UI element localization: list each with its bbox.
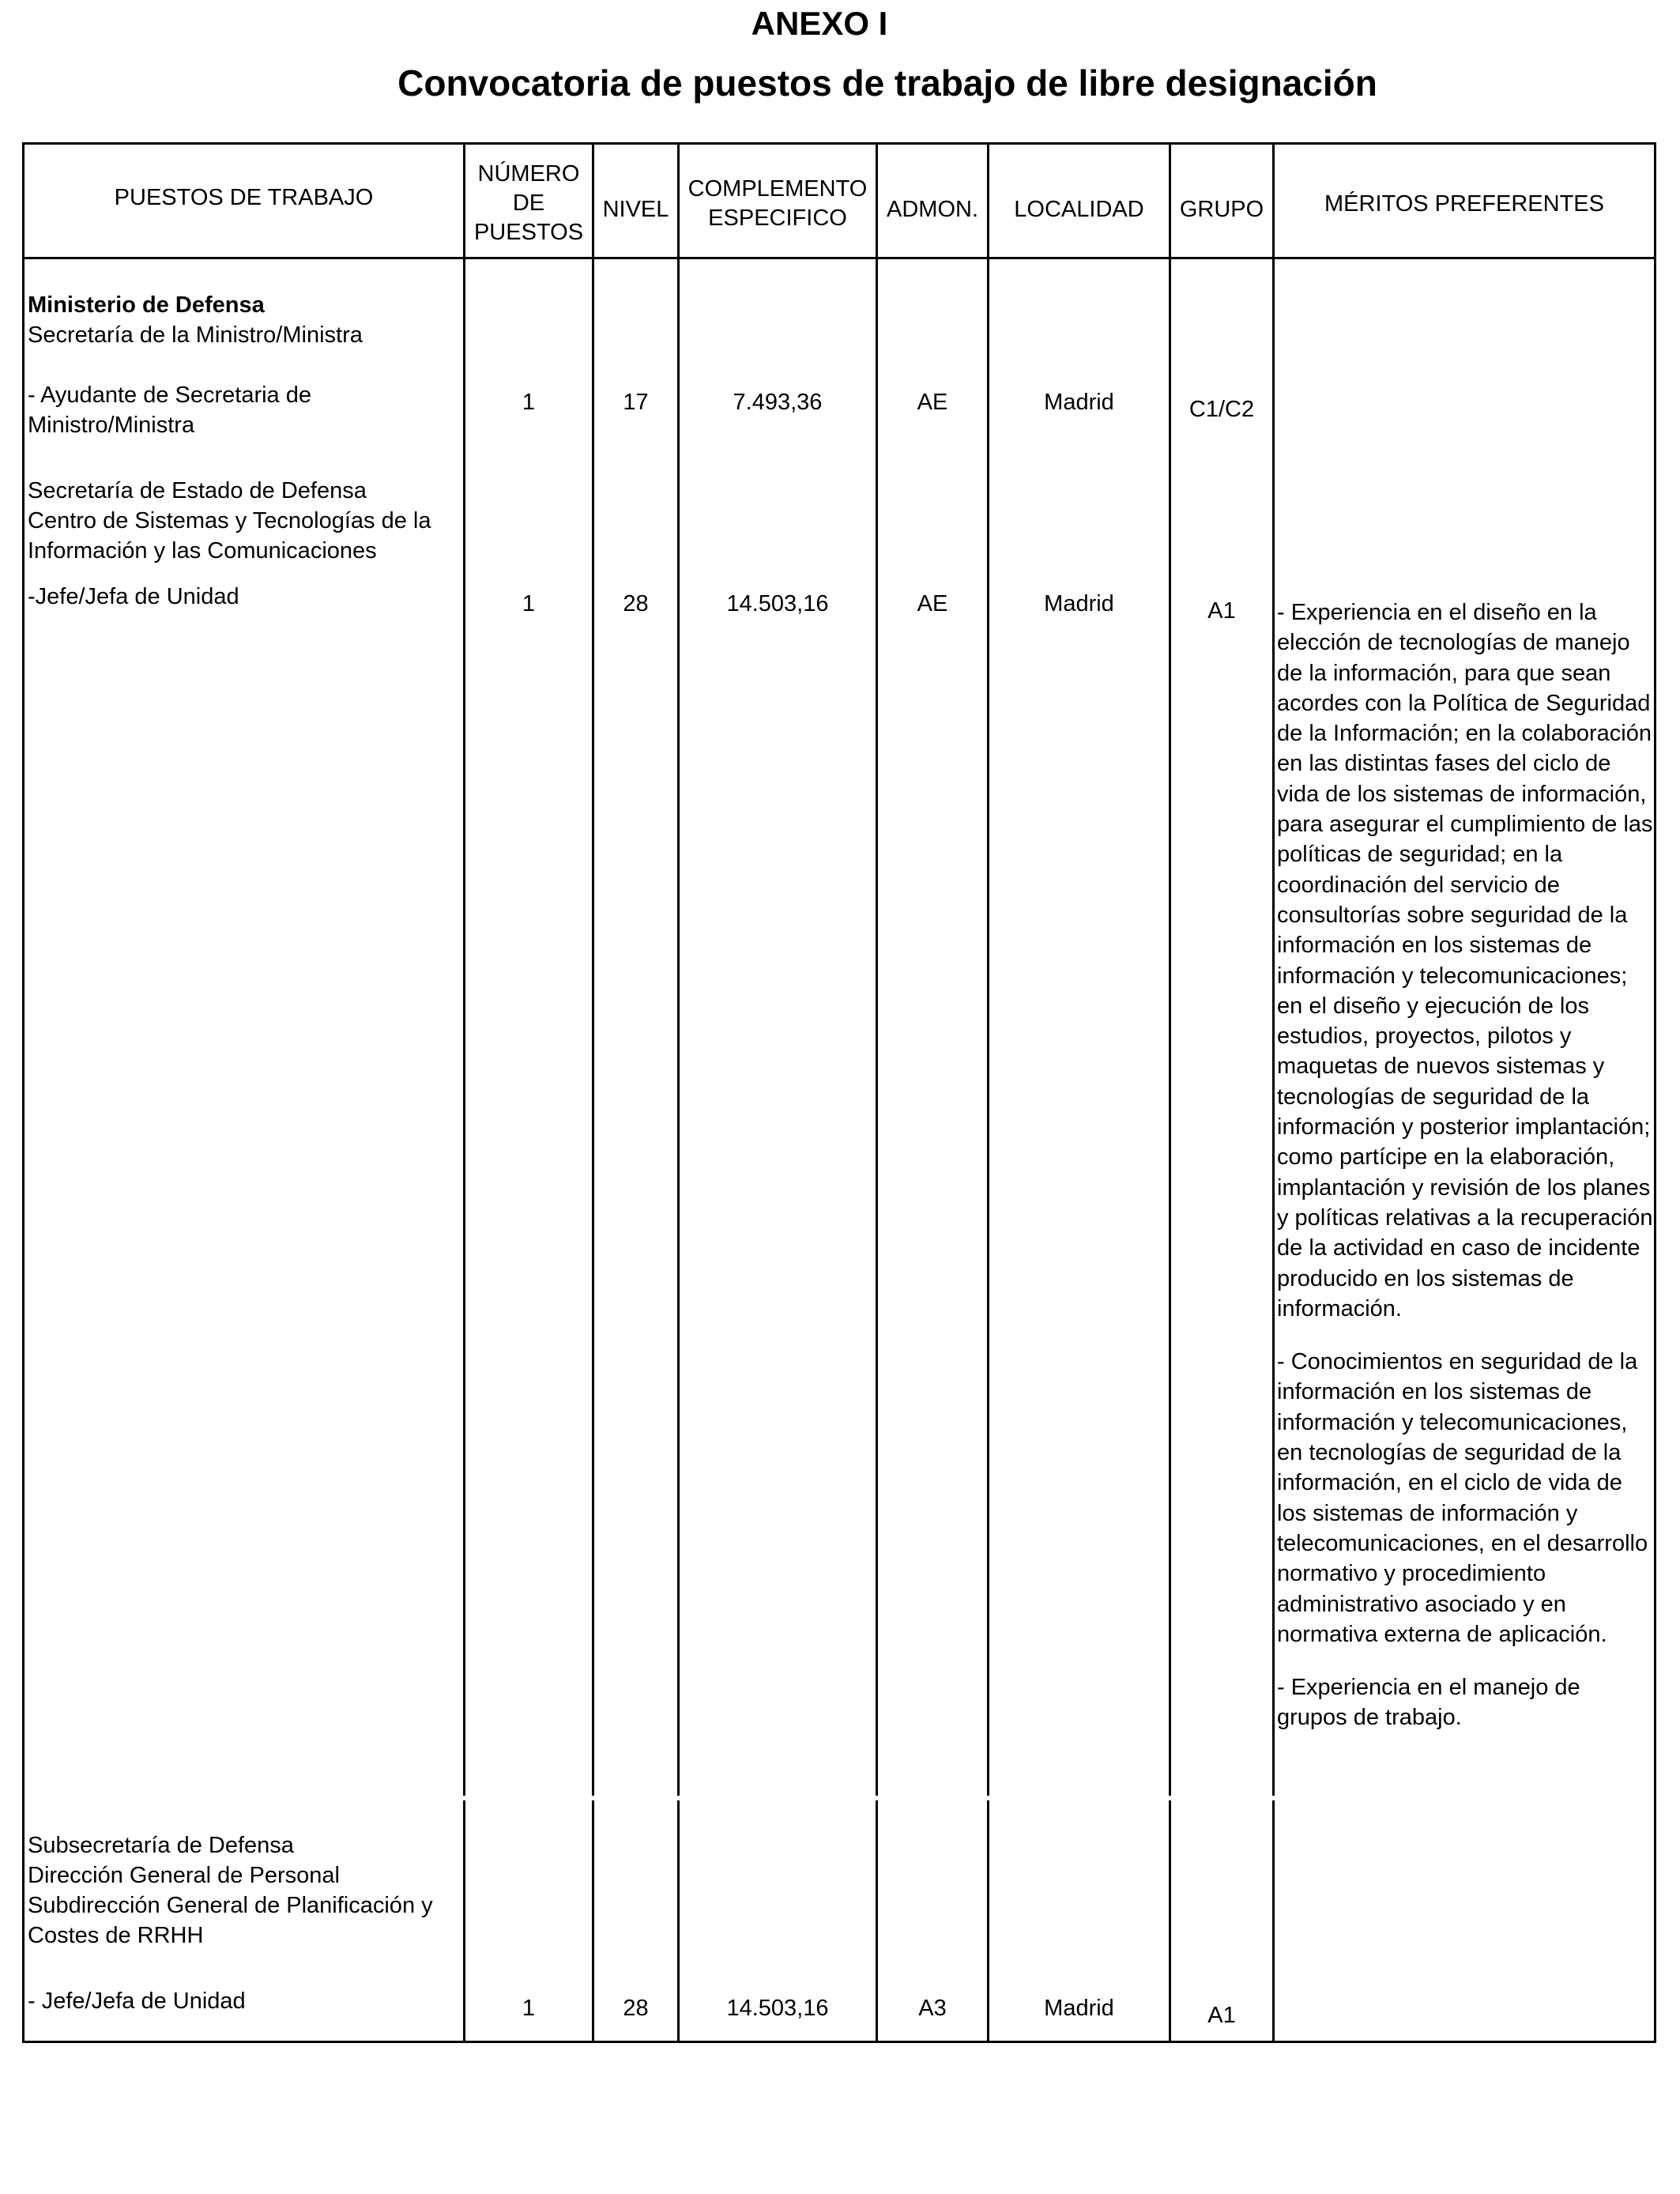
header-numero-line1: NÚMERO xyxy=(477,161,580,187)
unit-secretaria-ministro: Secretaría de la Ministro/Ministra xyxy=(28,322,363,348)
header-complemento-line2: ESPECIFICO xyxy=(708,205,847,231)
row3-numero: 1 xyxy=(522,1996,536,2021)
unit-secretaria-estado: Secretaría de Estado de Defensa xyxy=(28,478,367,503)
header-admon: ADMON. xyxy=(887,197,978,222)
job-title-ayudante-line1: - Ayudante de Secretaria de xyxy=(28,383,311,408)
annex-title: ANEXO I xyxy=(751,5,888,42)
row3-complemento: 14.503,16 xyxy=(726,1996,829,2021)
row3-localidad: Madrid xyxy=(1044,1996,1114,2021)
header-nivel: NIVEL xyxy=(602,197,669,222)
header-grupo: GRUPO xyxy=(1179,197,1264,222)
job-title-ayudante-line2: Ministro/Ministra xyxy=(28,413,195,438)
header-numero-line3: PUESTOS xyxy=(473,220,584,245)
header-localidad: LOCALIDAD xyxy=(1014,197,1144,222)
row1-numero: 1 xyxy=(522,390,536,415)
row3-admon: A3 xyxy=(918,1996,947,2021)
row3-grupo: A1 xyxy=(1207,2003,1236,2028)
document-title: Convocatoria de puestos de trabajo de libre designación xyxy=(397,62,1377,104)
col-border-7-lower xyxy=(1272,1800,1275,2043)
merit-item-conocimientos: - Conocimientos en seguridad de la información en los sistemas de información y telecomunicaciones, en tecnologías de seguridad de la información, en el ciclo de vida de los sistemas de información y telecomunicaciones, en el desarrollo normativo y procedimiento administrativo asociado y en normativa externa de aplicación. xyxy=(1277,1349,1648,1647)
header-puestos: PUESTOS DE TRABAJO xyxy=(114,185,374,210)
row3-nivel: 28 xyxy=(623,1996,649,2021)
col-border-6 xyxy=(1169,142,1171,1796)
merits-list xyxy=(1277,598,1656,1756)
row2-localidad: Madrid xyxy=(1044,591,1114,616)
row1-grupo: C1/C2 xyxy=(1188,397,1255,422)
col-border-0 xyxy=(22,142,24,2043)
row2-grupo: A1 xyxy=(1207,598,1236,624)
job-title-jefe-unidad-2: - Jefe/Jefa de Unidad xyxy=(28,1989,246,2014)
merit-item-experiencia-diseno: - Experiencia en el diseño en la elección de tecnologías de manejo de la información, para que sean acordes con la Política de Seguridad de la Información; en la colaboración en las distintas fases del ciclo de vida de los sistemas de información, para asegurar el cumplimiento de las políticas de seguridad; en la coordinación del servicio de consultorías sobre seguridad de la información en los sistemas de información y telecomunicaciones; en el diseño y ejecución de los estudios, proyectos, pilotos y maquetas de nuevos sistemas y tecnologías de seguridad de la información y posterior implantación; como partícipe en la elaboración, implantación y revisión de los planes y políticas relativas a la recuperación de la actividad en caso de incidente producido en los sistemas de información. xyxy=(1277,600,1653,1321)
unit-direccion-personal: Dirección General de Personal xyxy=(28,1863,340,1888)
unit-subdireccion-line2: Costes de RRHH xyxy=(28,1923,204,1948)
row1-admon: AE xyxy=(917,390,948,415)
row1-localidad: Madrid xyxy=(1044,390,1114,415)
header-bottom-border xyxy=(22,257,1656,259)
header-complemento-line1: COMPLEMENTO xyxy=(687,176,868,202)
unit-subdireccion-line1: Subdirección General de Planificación y xyxy=(28,1893,433,1918)
table-bottom-border xyxy=(22,2041,1656,2043)
header-numero xyxy=(465,160,592,247)
merit-item-grupos-trabajo: - Experiencia en el manejo de grupos de trabajo. xyxy=(1277,1675,1580,1731)
unit-centro-sistemas-line1: Centro de Sistemas y Tecnologías de la xyxy=(28,508,431,533)
row2-numero: 1 xyxy=(522,591,536,616)
col-border-7 xyxy=(1272,142,1275,1796)
header-complemento xyxy=(680,175,876,233)
table-top-border xyxy=(22,142,1656,145)
row2-admon: AE xyxy=(917,591,948,616)
unit-subsecretaria: Subsecretaría de Defensa xyxy=(28,1833,294,1858)
unit-centro-sistemas-line2: Información y las Comunicaciones xyxy=(28,538,377,564)
row1-complemento: 7.493,36 xyxy=(733,390,823,415)
row2-nivel: 28 xyxy=(623,591,649,616)
row1-nivel: 17 xyxy=(623,390,649,415)
header-numero-line2: DE xyxy=(512,190,545,216)
header-meritos: MÉRITOS PREFERENTES xyxy=(1324,191,1604,217)
job-title-jefe-unidad-1: -Jefe/Jefa de Unidad xyxy=(28,584,239,609)
ministry-name: Ministerio de Defensa xyxy=(28,292,265,318)
row2-complemento: 14.503,16 xyxy=(726,591,829,616)
